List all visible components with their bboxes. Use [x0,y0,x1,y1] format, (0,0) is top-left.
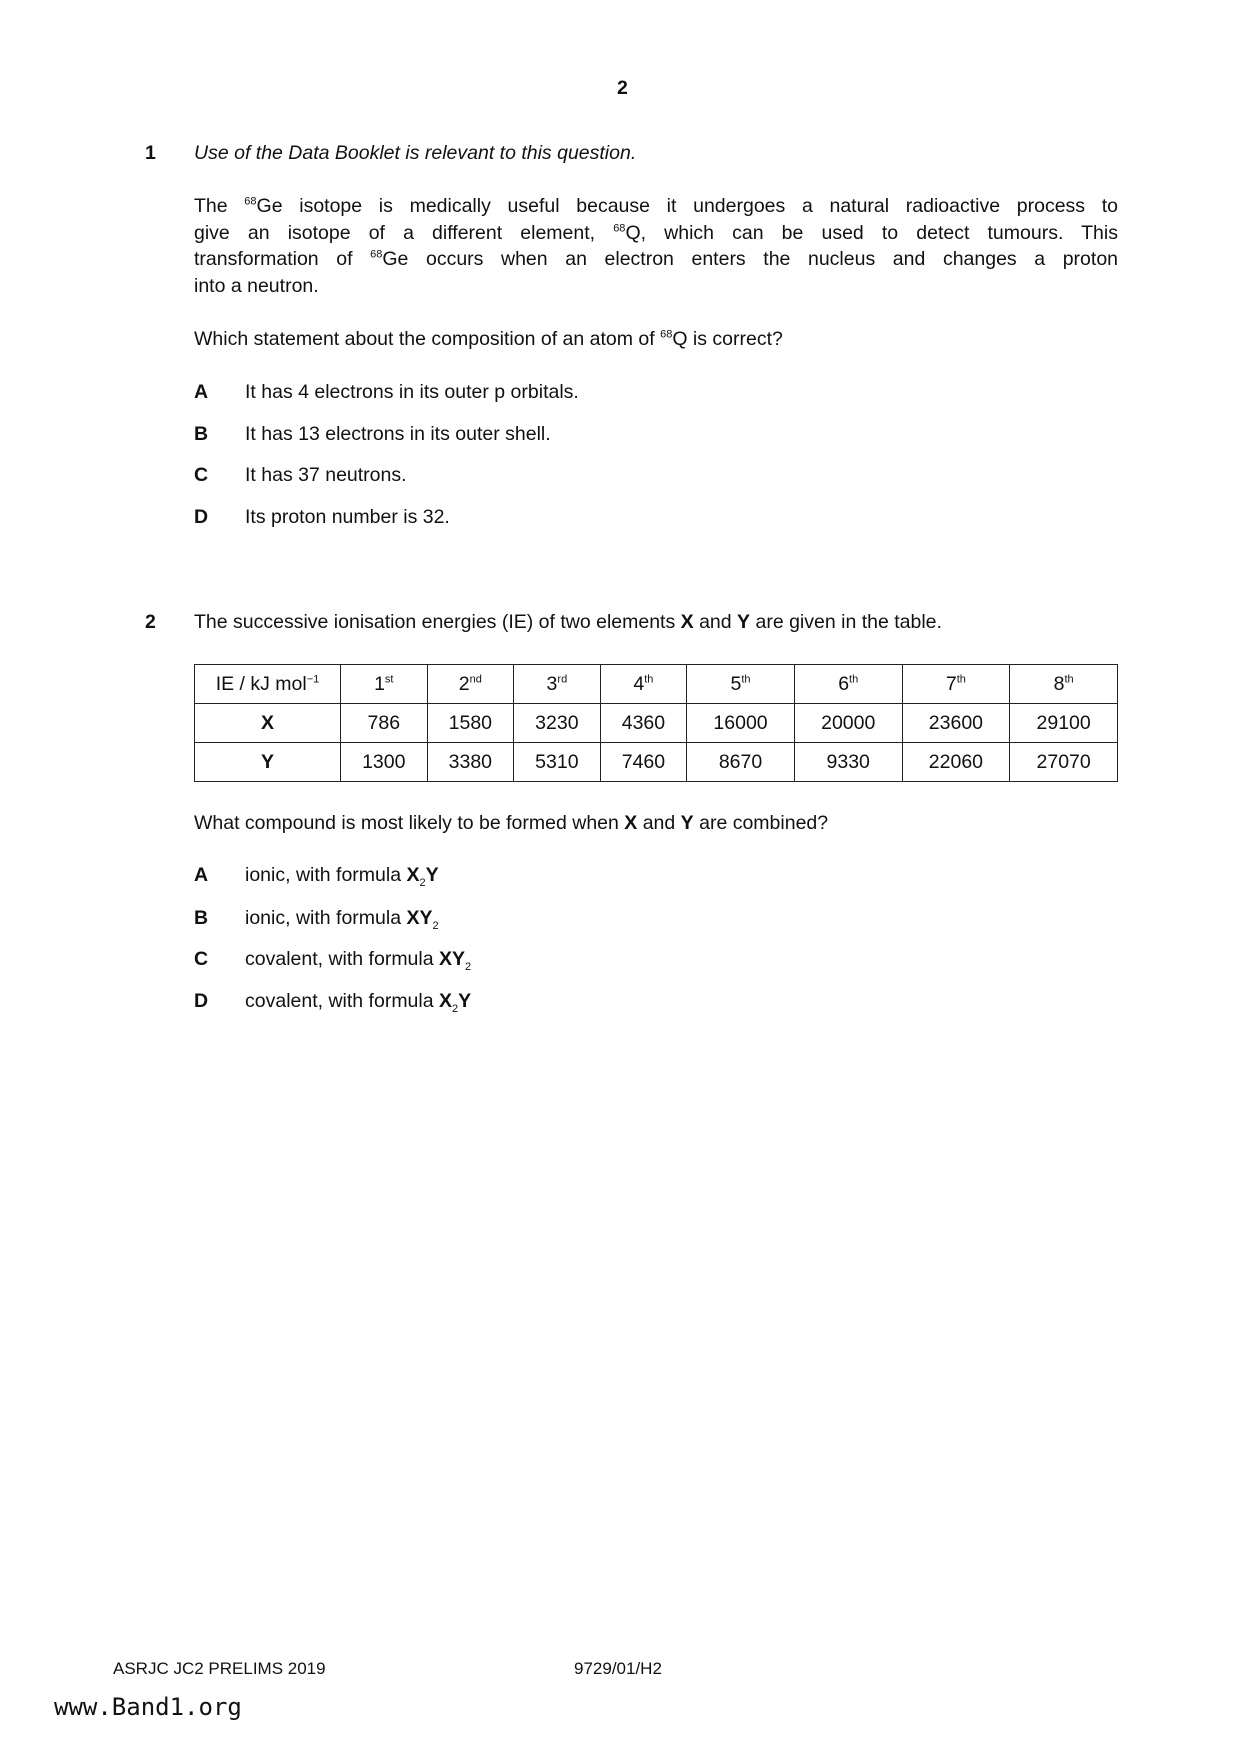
table-cell: 7460 [600,743,687,782]
text: 3 [546,672,558,695]
text: 5 [730,672,742,695]
subscript: 2 [432,919,439,932]
header-cell [794,665,902,704]
question-1-paragraph [194,193,1118,299]
text: 2 [458,672,470,695]
table-cell: 3230 [514,704,601,743]
header-cell [341,665,428,704]
text: covalent, with formula [245,948,440,970]
table-cell: 4360 [600,704,687,743]
table-cell: 1300 [341,743,428,782]
text: ionic, with formula [245,907,407,929]
text: Ge occurs when an electron enters the nucleus and changes a proton [382,248,1119,270]
table-cell: 786 [341,704,428,743]
table-row [195,743,1118,782]
formula: Y [458,990,472,1012]
option-label: A [194,864,209,886]
table-cell: 8670 [687,743,795,782]
option-label: C [194,464,209,486]
formula: X [406,864,420,886]
header-cell [1010,665,1118,704]
footer-exam-name: ASRJC JC2 PRELIMS 2019 [113,1659,326,1678]
question-2-number: 2 [145,611,156,633]
option-text [245,990,471,1013]
text: and [693,611,738,633]
table-cell: 9330 [794,743,902,782]
text: 8 [1053,672,1065,695]
option-label: A [194,381,209,403]
watermark-url[interactable]: www.Band1.org [54,1693,242,1721]
superscript: st [384,673,394,685]
superscript: th [741,673,751,685]
question-2-question [194,812,828,835]
table-cell: 20000 [794,704,902,743]
text: Q, which can be used to detect tumours. This [625,221,1118,244]
question-1-number: 1 [145,142,156,164]
option-text: Its proton number is 32. [245,506,450,528]
subscript: 2 [465,960,472,973]
table-cell: 22060 [902,743,1010,782]
text: 1 [374,672,385,695]
element-y: Y [737,611,751,633]
formula: X [439,990,453,1012]
option-label: B [194,907,209,929]
formula: XY [406,907,433,929]
option-label: D [194,506,209,528]
mass-number: 68 [244,195,257,208]
formula: XY [439,948,466,970]
text: and [637,812,681,834]
superscript: th [644,673,654,685]
text: 6 [838,672,850,695]
formula: Y [425,864,439,886]
header-cell [514,665,601,704]
mass-number: 68 [660,328,673,341]
option-text [245,864,439,887]
text: The [194,195,245,217]
text: are combined? [693,812,829,834]
option-text: It has 13 electrons in its outer shell. [245,423,551,445]
option-label: D [194,990,209,1012]
header-cell [427,665,514,704]
text: 4 [633,672,645,695]
table-cell: 3380 [427,743,514,782]
superscript: th [849,673,859,685]
page-number: 2 [617,77,628,99]
table-header-row [195,665,1118,704]
option-text [245,948,471,971]
text: Q is correct? [672,328,783,350]
row-header: Y [195,743,341,782]
superscript: th [956,673,966,685]
table-cell: 29100 [1010,704,1118,743]
header-cell [687,665,795,704]
option-label: B [194,423,209,445]
text: IE / kJ mol [215,672,307,695]
superscript: rd [557,673,568,685]
subscript: 2 [452,1002,459,1015]
header-cell [600,665,687,704]
text: covalent, with formula [245,990,440,1012]
mass-number: 68 [613,222,626,234]
header-cell [902,665,1010,704]
option-label: C [194,948,209,970]
option-text: It has 37 neutrons. [245,464,407,486]
table-cell: 16000 [687,704,795,743]
footer-paper-code: 9729/01/H2 [574,1659,662,1678]
option-text: It has 4 electrons in its outer p orbitals. [245,381,579,403]
table-cell: 1580 [427,704,514,743]
question-2-stem [194,611,942,634]
option-text [245,907,439,930]
text: What compound is most likely to be formed when [194,812,625,834]
question-1-instruction: Use of the Data Booklet is relevant to this question. [194,142,637,164]
table-cell: 23600 [902,704,1010,743]
table-row [195,704,1118,743]
row-header: X [195,704,341,743]
ionisation-energy-table [194,664,1118,782]
text: are given in the table. [750,611,942,633]
text: transformation of [194,248,371,270]
superscript: nd [469,673,482,685]
element-x: X [624,812,638,834]
text: give an isotope of a different element, [194,221,614,244]
header-cell [195,665,341,704]
question-1-stem [194,328,783,351]
text: Which statement about the composition of an atom of [194,328,661,350]
superscript: th [1064,673,1074,685]
element-x: X [680,611,694,633]
table-cell: 27070 [1010,743,1118,782]
element-y: Y [680,812,694,834]
text: ionic, with formula [245,864,407,886]
superscript: −1 [306,673,320,685]
text: 7 [945,672,957,695]
table-cell: 5310 [514,743,601,782]
text: into a neutron. [194,274,319,297]
subscript: 2 [419,876,426,889]
mass-number: 68 [370,248,383,261]
text: The successive ionisation energies (IE) of two elements [194,611,681,633]
text: Ge isotope is medically useful because it undergoes a natural radioactive process to [256,195,1118,217]
